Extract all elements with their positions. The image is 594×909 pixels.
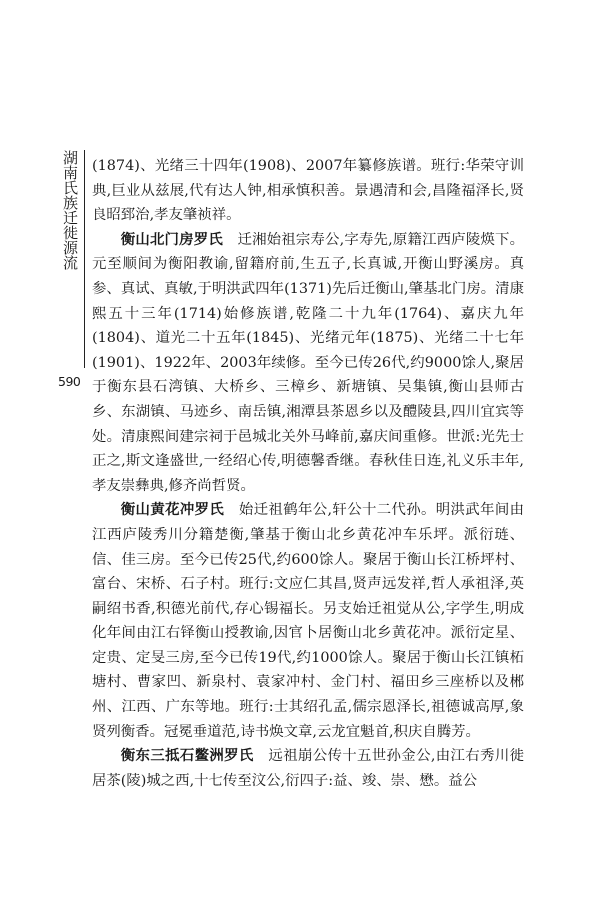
body-text	[92, 154, 524, 793]
section-heading: 衡山黄花冲罗氏	[120, 502, 225, 519]
paragraph-text: 迁湘始祖宗寿公,字寿先,原籍江西庐陵煐下。元至顺间为衡阳教谕,留籍府前,生五子,长真诚,开衡山野溪房。真参、真试、真敏,于明洪武四年(1371)先后迁衡山,肇基北门房。清康熙五十三年(1714)始修族谱,乾隆二十九年(1764)、嘉庆九年(1804)、道光二十五年(1845)、光绪元年(1875)、光绪二十七年(1901)、1922年、2003年续修。至今已传26代,约9000馀人,聚居于衡东县石湾镇、大桥乡、三樟乡、新塘镇、吴集镇,衡山县师古乡、东湖镇、马迹乡、南岳镇,湘潭县茶恩乡以及醴陵县,四川宜宾等处。清康熙间建宗祠于邑城北关外马峰前,嘉庆间重修。世派:光先士正之,斯文逢盛世,一经绍心传,明德馨香继。春秋佳日连,礼义乐丰年,孝友崇彝典,修齐尚哲贤。	[92, 231, 524, 494]
section-heading: 衡东三抵石鳖洲罗氏	[120, 748, 254, 765]
paragraph-text: 始迁祖鹤年公,轩公十二代孙。明洪武年间由江西庐陵秀川分籍楚衡,肇基于衡山北乡黄花冲车乐坪。派衍琏、信、佳三房。至今已传25代,约600馀人。聚居于衡山长江桥坪村、富台、宋桥、石子村。班行:文应仁其昌,贤声远发祥,哲人承祖泽,英嗣绍书香,积德光前代,存心锡福长。另支始迁祖觉从公,字学生,明成化年间由江右铎衡山授教谕,因官卜居衡山北乡黄花冲。派衍定星、定贵、定旻三房,至今已传19代,约1000馀人。聚居于衡山长江镇柘塘村、曹家凹、新泉村、袁家冲村、金门村、福田乡三座桥以及郴州、江西、广东等地。班行:士其绍孔孟,儒宗恩泽长,祖德诚高厚,象贤列衡香。冠冕垂道范,诗书焕文章,云龙宜魁首,积庆自腾芳。	[92, 502, 524, 740]
paragraph-huanghuachong	[92, 498, 524, 744]
chapter-running-title: 湖南氏族迁徙源流	[61, 150, 79, 270]
paragraph-text: (1874)、光绪三十四年(1908)、2007年纂修族谱。班行:华荣守训典,巨业从兹展,代有达人钟,相承慎积善。景遇清和会,昌隆福泽长,贤良昭郅治,孝友肇祯祥。	[92, 158, 524, 224]
paragraph-hengdong-sandishi	[92, 744, 524, 793]
paragraph-beishan-menfang	[92, 228, 524, 499]
margin-rule	[84, 150, 85, 368]
paragraph-continuation	[92, 154, 524, 228]
page-number: 590	[58, 374, 81, 389]
paragraph-text: 远祖崩公传十五世孙金公,由江右秀川徙居茶(陵)城之西,十七传至汶公,衍四子:益、竣、崇、懋。益公	[92, 748, 524, 789]
section-heading: 衡山北门房罗氏	[120, 231, 223, 248]
